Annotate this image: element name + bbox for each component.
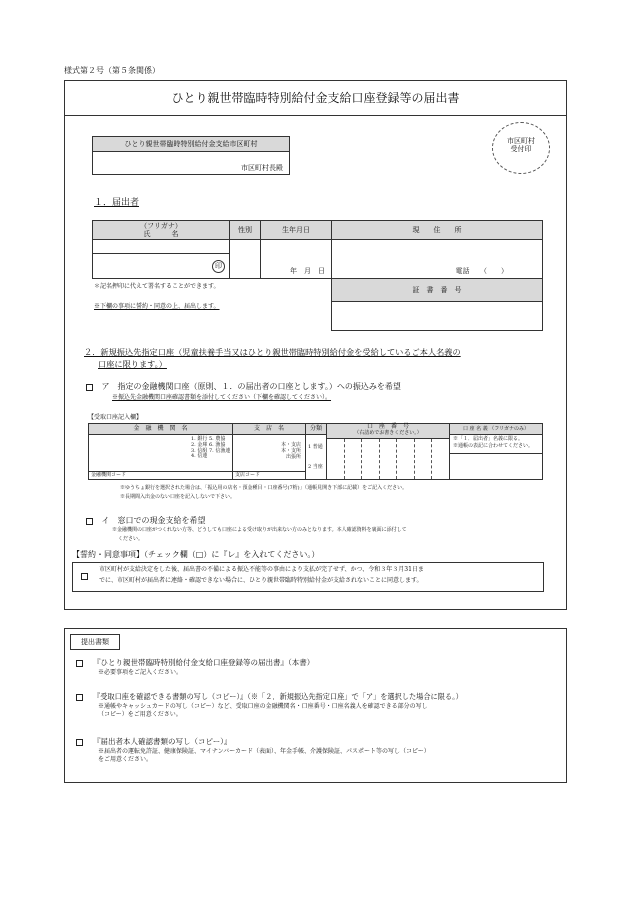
option-a-checkbox[interactable] [86,384,93,391]
documents-label: 提出書類 [70,634,120,650]
addressee-footer: 市区町村長殿 [241,163,283,172]
form-number: 様式第２号（第５条関係） [64,66,160,75]
bank-header: 金 融 機 関 名 [88,423,233,435]
yucho-note: ※ゆうちょ銀行を選択された場合は、「振込用の店名・預金種目・口座番号(7桁)」（通帳見開き下部に記載）をご記入ください。 [120,485,408,491]
option-b-checkbox[interactable] [86,518,93,525]
agreement-checkbox[interactable] [81,573,88,580]
seal-mark: 印 [212,260,225,273]
long-term-note: ※長期間入出金のない口座を記入しないで下さい。 [120,494,236,500]
branch-header: 支 店 名 [232,423,306,435]
option-a [86,382,401,392]
cert-header: 証 書 番 号 [331,278,543,302]
doc-item-3: 『届出者本人確認書類の写し（コピー）』 ※届出者の運転免許証、健康保険証、マイナンバーカード（表面）、年金手帳、介護保険証、パスポート等の写し（コピー） をご用意ください。 [76,737,430,764]
form-title: ひとり親世帯臨時特別給付金支給口座登録等の届出書 [64,80,567,116]
gender-field[interactable] [229,239,261,279]
signature-note: ＊記名押印に代えて署名することができます。 [94,283,220,290]
address-header: 現 住 所 [331,220,543,240]
holder-header: 口 座 名 義 （フリガナのみ） [449,423,543,435]
section2-heading-1: ２．新規振込先指定口座（児童扶養手当又はひとり親世帯臨時特別給付金を受給しているご本人名義の [84,347,461,357]
section2-heading-2: 口座に限ります。） [98,359,167,369]
doc3-checkbox[interactable] [76,739,83,746]
agreement-line-2: でに、市区町村が届出者に連絡・確認できない場合に、ひとり親世帯臨時特別給付金が支給されないことに同意します。 [99,577,423,584]
option-b-note-2: ください。 [118,536,144,542]
account-table-label: 【受取口座記入欄】 [88,414,143,421]
branch-types: 本・支店 本・支所 出張所 [280,442,301,460]
agreement-line-1: 市区町村が支給決定をした後、届出書の不備による振込不能等の事由により支払が完了せず、かつ、令和３年３月31日ま [99,566,424,573]
address-field[interactable] [331,239,543,279]
birth-field[interactable] [260,239,332,279]
name-field[interactable] [92,253,230,279]
branch-code-field[interactable]: 支店コード [232,471,306,480]
agreement-box [72,562,544,592]
option-b-label: イ 窓口での現金支給を希望 [101,516,206,525]
addressee-field[interactable] [92,151,290,175]
option-b-note-1: ※金融機関の口座がつくれない方等、どうしても口座による受け取りが出来ない方のみとなります。本人確認資料を裏面に添付して [112,527,407,533]
cert-field[interactable] [331,301,543,331]
name-header: （フリガナ） 氏 名 [92,220,230,240]
account-header: 口 座 番 号 （右詰めでお書きください。） [326,423,450,439]
agreement-heading: 【誓約・同意事項】（チェック欄（□）に『レ』を入れてください。） [72,550,320,559]
addressee-header: ひとり親世帯臨時特別給付金支給市区町村 [92,136,290,152]
bank-types-col1: 1. 銀行 2. 金庫 3. 信組 4. 信連 [191,436,208,460]
bank-field[interactable] [88,434,233,472]
option-a-label: ア 指定の金融機関口座（原則、１．の届出者の口座とします。）への振込みを希望 [101,382,401,391]
doc-item-2: 『受取口座を確認できる書類の写し（コピー）』（※「２．新規振込先指定口座」で「ア」を選択した場合に限る。） ※通帳やキャッシュカードの写し（コピー）など、受取口座の金融機関名・口座番号・口座名義人を確認できる部分の写し （コピー）をご用意ください。 [76,692,463,719]
option-a-note: ※振込先金融機関口座確認書類を添付してください（下欄を確認してください）。 [112,394,332,401]
furigana-field[interactable] [92,239,230,254]
reception-stamp [492,122,550,174]
birth-header: 生年月日 [260,220,332,240]
account-number-field[interactable] [326,438,450,480]
bank-types-col2: 5. 農協 6. 漁協 7. 信漁連 [209,436,231,454]
class-header: 分類 [305,423,327,435]
stamp-line1: 市区町村 [507,137,535,145]
branch-field[interactable] [232,434,306,472]
holder-field[interactable] [449,453,543,480]
birth-date-format: 年 月 日 [290,266,325,275]
gender-header: 性別 [229,220,261,240]
stamp-line2: 受付印 [510,145,532,154]
option-b [86,516,206,526]
holder-notes: ※「１．届出者」名義に限る。 ※通帳の表記に合わせてください。 [449,434,543,454]
bank-code-field[interactable]: 金融機関コード [88,471,233,480]
section1-heading: １．届出者 [94,198,140,208]
doc-item-1: 『ひとり親世帯臨時特別給付金支給口座登録等の届出書』（本書） ※必要事項をご記入ください。 [76,658,314,677]
agreement-note: ※下欄の事項に誓約・同意の上、届出します。 [94,303,220,310]
doc2-checkbox[interactable] [76,694,83,701]
phone-format: 電話 （ ） [455,266,508,275]
doc1-checkbox[interactable] [76,660,83,667]
class-field[interactable]: 1 普通 2 当座 [305,434,327,480]
